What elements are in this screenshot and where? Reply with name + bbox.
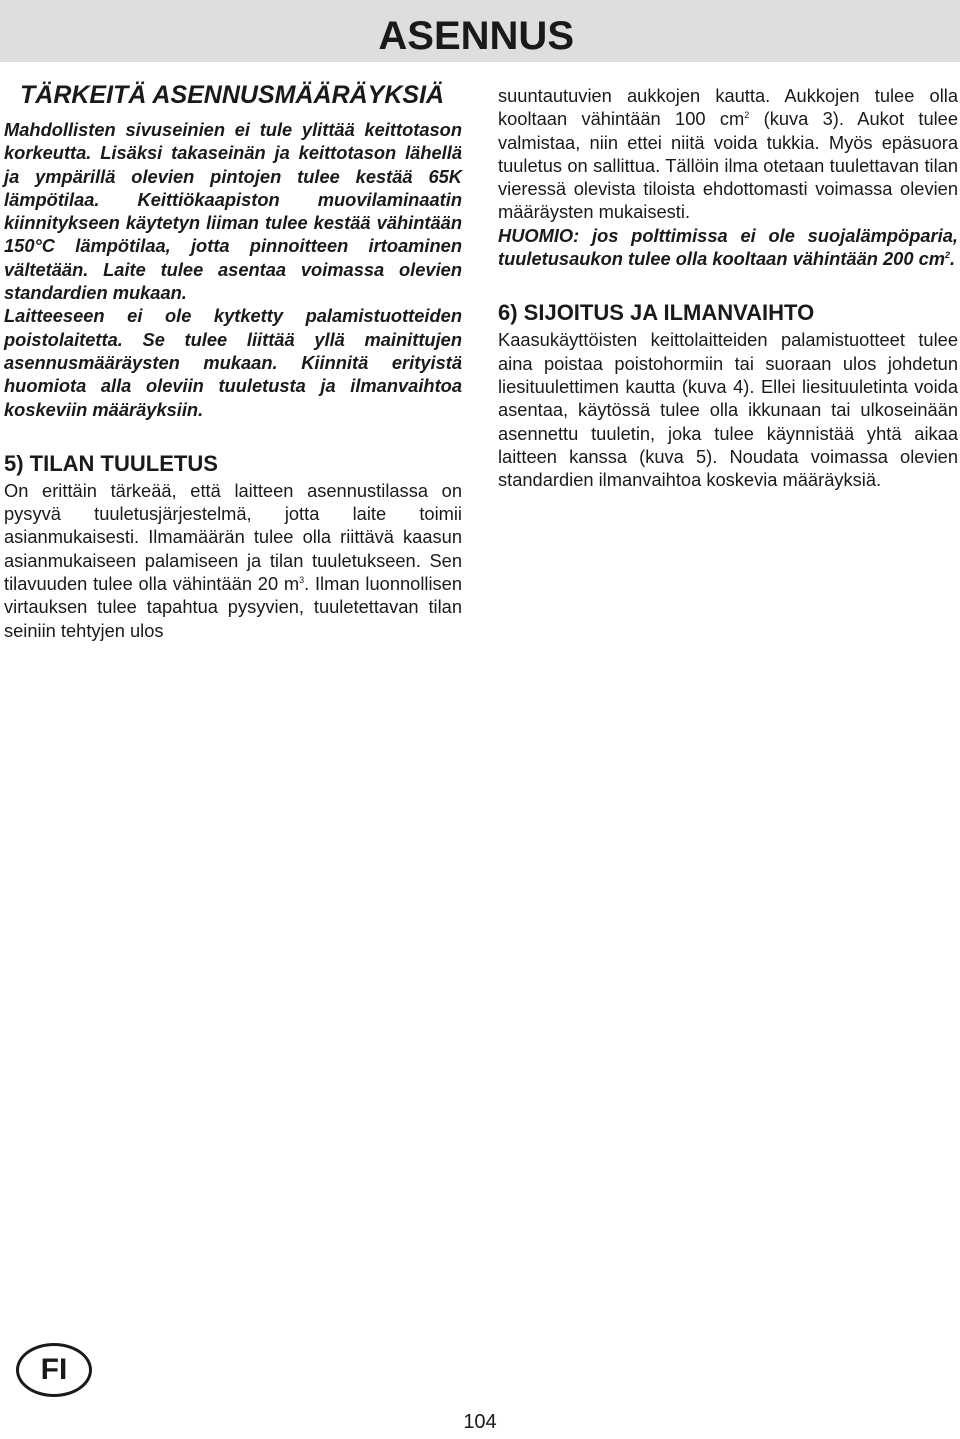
note-paragraph — [498, 224, 958, 271]
left-column — [4, 80, 462, 642]
note-text-b: . — [950, 248, 956, 270]
section-5-text-a: On erittäin tärkeää, että laitteen asennustilassa on pysyvä tuuletusjärjestelmä, jotta laite toimii asianmukaisesti. Ilmamäärän tulee olla riittävä kaasun asianmukaiseen palamiseen ja tilan tuuletukseen. Sen tilavuuden tulee olla vähintään 20 m — [4, 479, 462, 595]
page-title: ASENNUS — [378, 14, 574, 58]
note-superscript: 2 — [945, 250, 951, 261]
important-title: TÄRKEITÄ ASENNUSMÄÄRÄYKSIÄ — [20, 81, 445, 109]
continuation-paragraph — [498, 84, 958, 224]
section-5-superscript: 3 — [299, 575, 305, 586]
section-6-title: 6) SIJOITUS JA ILMANVAIHTO — [498, 300, 815, 326]
right-column — [498, 84, 958, 491]
section-5-paragraph — [4, 479, 462, 642]
page-number: 104 — [463, 1411, 497, 1433]
section-5-title: 5) TILAN TUULETUS — [4, 450, 218, 476]
important-paragraph-1: Mahdollisten sivuseinien ei tule ylittää keittotason korkeutta. Lisäksi takaseinän ja keittotason lähellä ja ympärillä olevien pintojen tulee kestää 65K lämpötilaa. Keittiökaapiston muovilaminaatin kiinnitykseen käytetyn liiman tulee kestää vähintään 150°C lämpötilaa, jotta pinnoitteen irtoaminen vältetään. Laite tulee asentaa voimassa olevien standardien mukaan. — [4, 119, 462, 304]
section-5-text-b: . Ilman luonnollisen virtauksen tulee tapahtua pysyvien, tuuletettavan tilan seiniin tehtyjen ulos — [4, 573, 462, 641]
continuation-text-b: (kuva 3). Aukot tulee valmistaa, niin ettei niitä voida tukkia. Myös epäsuora tuuletus on sallittua. Tällöin ilma otetaan tuulettavan tilan vieressä olevista tiloista ehdottomasti voimassa olevien määräysten mukaisesti. — [498, 108, 959, 223]
continuation-superscript: 2 — [744, 110, 750, 121]
language-badge: FI — [16, 1343, 92, 1397]
note-text-a: HUOMIO: jos polttimissa ei ole suojalämpöparia, tuuletusaukon tulee olla kooltaan vähintään 200 cm — [498, 224, 958, 270]
section-6-paragraph: Kaasukäyttöisten keittolaitteiden palamistuotteet tulee aina poistaa poistohormiin tai suoraan ulos johdetun liesituulettimen kautta (kuva 4). Ellei liesituuletinta voida asentaa, käytössä tulee olla ikkunaan tai ulkoseinään asennettu tuuletin, joka tulee käynnistää yhtä aikaa laitteen kanssa (kuva 5). Noudata voimassa olevien standardien ilmanvaihtoa koskevia määräyksiä. — [498, 329, 958, 491]
continuation-text-a: suuntautuvien aukkojen kautta. Aukkojen tulee olla kooltaan vähintään 100 cm — [498, 85, 958, 130]
important-paragraph-2: Laitteeseen ei ole kytketty palamistuotteiden poistolaitetta. Se tulee liittää yllä mainittujen asennusmääräysten mukaan. Kiinnitä erityistä huomiota alla oleviin tuuletusta ja ilmanvaihtoa koskeviin määräyksiin. — [4, 305, 462, 420]
